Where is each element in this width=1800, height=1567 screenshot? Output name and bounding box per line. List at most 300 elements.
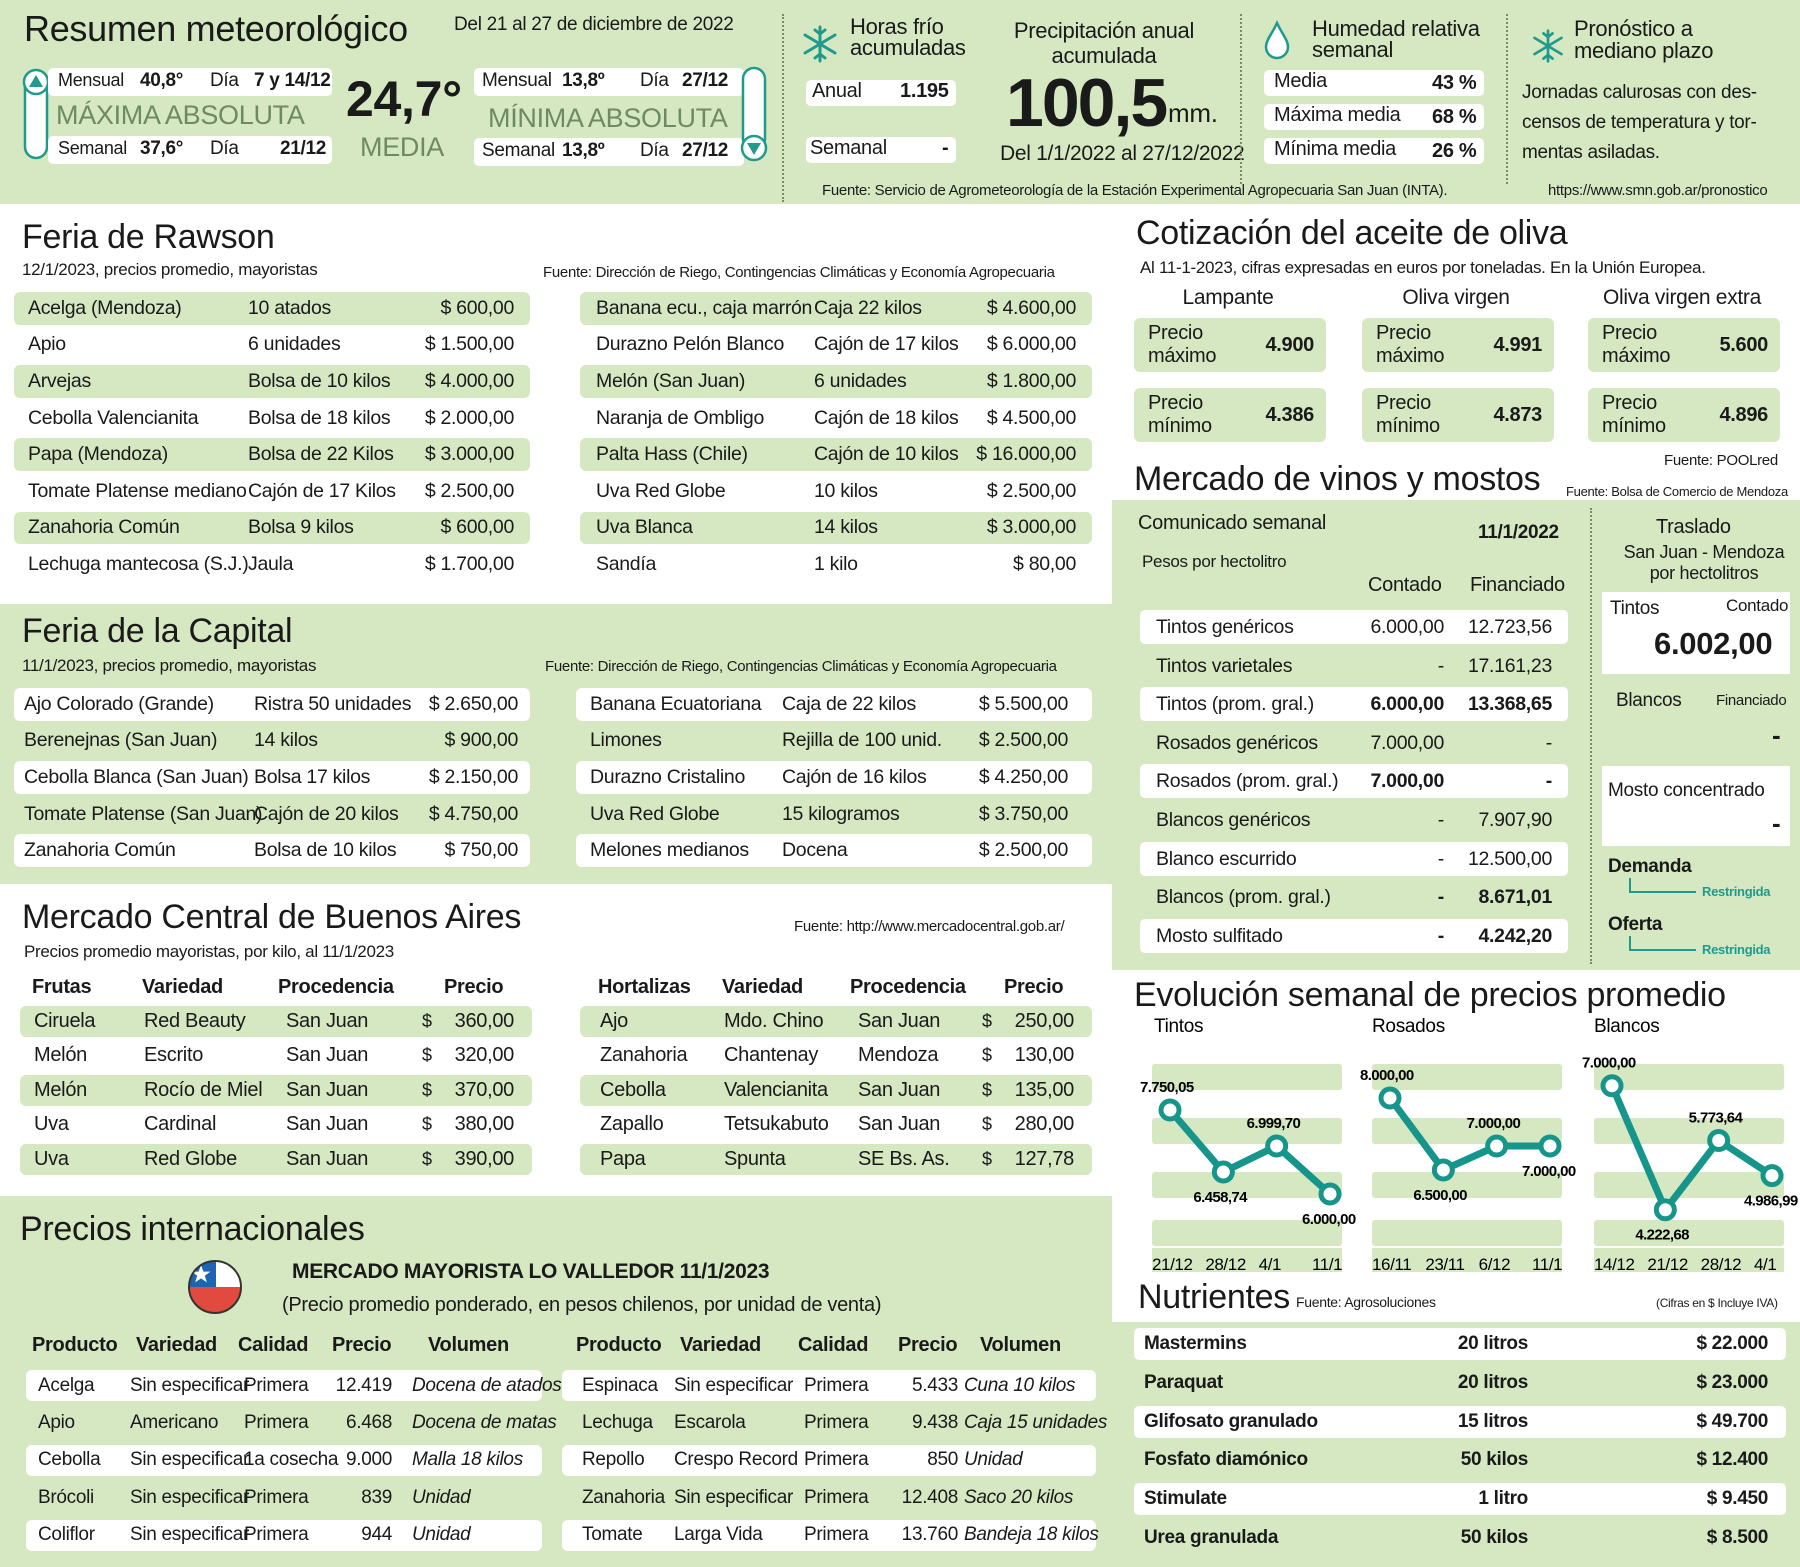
product-volume: Bandeja 18 kilos <box>964 1524 1099 1546</box>
product-name: Uva Red Globe <box>590 802 720 825</box>
product-price: 320,00 <box>454 1044 514 1067</box>
table-row <box>26 1407 557 1438</box>
product-name: Durazno Pelón Blanco <box>596 333 785 356</box>
traslado-oferta-value: Restringida <box>1702 942 1771 957</box>
product-name: Melón <box>34 1078 87 1101</box>
precipitacion-value: 100,5 <box>1006 65 1167 141</box>
currency-symbol: $ <box>982 1148 992 1169</box>
table-row <box>580 365 1092 398</box>
product-name: Zanahoria <box>582 1486 665 1508</box>
product-unit: 10 atados <box>248 296 331 319</box>
tick-label: 28/12 <box>1700 1255 1742 1272</box>
product-price: $ 1.500,00 <box>424 333 514 356</box>
tick-label: 4/1 <box>1258 1255 1282 1272</box>
product-origin: San Juan <box>286 1010 369 1032</box>
vinos-financiado: - <box>1545 731 1552 754</box>
product-price: 839 <box>361 1486 392 1508</box>
product-name: Banana Ecuatoriana <box>590 692 762 715</box>
table-row <box>562 1328 1096 1362</box>
vinos-contado: - <box>1437 654 1444 677</box>
product-origin: San Juan <box>286 1044 369 1067</box>
traslado-title: Traslado <box>1656 516 1731 538</box>
product-name: Apio <box>28 333 66 356</box>
central-table-right <box>580 970 1092 1180</box>
traslado-tintos-value: 6.002,00 <box>1654 626 1773 661</box>
table-row <box>562 1407 1108 1438</box>
column-header: Procedencia <box>850 975 966 998</box>
column-header: Precio <box>898 1333 958 1356</box>
minima-semanal-label: Semanal <box>482 140 555 161</box>
product-price: $ 4.500,00 <box>986 406 1076 429</box>
product-volume: Saco 20 kilos <box>964 1486 1074 1508</box>
product-name: Brócoli <box>38 1486 94 1508</box>
product-unit: Jaula <box>248 552 294 575</box>
table-row <box>562 1445 1096 1476</box>
table-row <box>580 292 1092 325</box>
humedad-label: Máxima media <box>1274 104 1401 126</box>
product-origin: San Juan <box>286 1113 369 1136</box>
table-row <box>14 365 530 398</box>
traslado-mosto-label: Mosto concentrado <box>1608 780 1765 801</box>
nutrientes-title: Nutrientes <box>1138 1278 1290 1316</box>
product-price: $ 3.000,00 <box>424 443 514 466</box>
product-name: Cebolla Valencianita <box>28 406 199 429</box>
product-quality: Primera <box>244 1374 309 1396</box>
product-price: 130,00 <box>1014 1044 1074 1067</box>
gridband <box>1594 1220 1784 1246</box>
precipitacion-period: Del 1/1/2022 al 27/12/2022 <box>1000 142 1245 165</box>
vinos-contado: - <box>1437 847 1444 870</box>
product-name: Lechuga mantecosa (S.J.) <box>28 552 249 575</box>
product-variety: Sin especificar <box>674 1486 794 1508</box>
product-variety: Spunta <box>724 1147 786 1170</box>
divider <box>1506 14 1508 184</box>
product-name: Ciruela <box>34 1010 96 1032</box>
product-name: Uva Blanca <box>596 516 693 539</box>
vinos-financiado: 4.242,20 <box>1478 924 1552 947</box>
horas-frio-title: Horas frío acumuladas <box>850 14 966 60</box>
central-fuente: Fuente: http://www.mercadocentral.gob.ar/ <box>794 918 1065 935</box>
nutriente-price: $ 23.000 <box>1696 1371 1768 1393</box>
product-origin: Mendoza <box>858 1044 939 1067</box>
column-header: Frutas <box>32 975 92 998</box>
vinos-name: Rosados (prom. gral.) <box>1156 770 1339 793</box>
vinos-financiado: 13.368,65 <box>1467 693 1552 716</box>
table-row <box>580 1144 1092 1175</box>
nutriente-unit: 1 litro <box>1478 1488 1528 1510</box>
vinos-financiado: 12.723,56 <box>1467 616 1552 638</box>
table-row <box>580 1109 1092 1140</box>
media-value: 24,7° <box>346 71 462 127</box>
divider <box>1240 14 1242 184</box>
nutriente-price: $ 9.450 <box>1706 1488 1768 1510</box>
product-price: $ 2.500,00 <box>424 479 514 502</box>
vinos-comunicado: Comunicado semanal <box>1138 512 1327 534</box>
currency-symbol: $ <box>982 1114 992 1135</box>
product-name: Apio <box>38 1411 75 1433</box>
table-row <box>562 1482 1096 1513</box>
table-row <box>20 1109 532 1140</box>
nutriente-name: Glifosato granulado <box>1144 1410 1318 1432</box>
product-variety: Escrito <box>144 1044 204 1067</box>
aceite-price-value: 4.900 <box>1265 334 1314 356</box>
table-row <box>562 1520 1099 1551</box>
tick-label: 14/12 <box>1594 1255 1635 1272</box>
maxima-semanal-value: 37,6° <box>140 138 184 159</box>
column-header: Variedad <box>680 1333 761 1356</box>
product-name: Zapallo <box>600 1113 664 1136</box>
maxima-mensual-dia-label: Día <box>210 70 239 91</box>
table-row <box>20 1075 532 1106</box>
product-unit: 6 unidades <box>814 369 907 392</box>
capital-title: Feria de la Capital <box>22 612 293 650</box>
tick-label: 16/11 <box>1372 1255 1412 1272</box>
internacional-table-right <box>562 1328 1108 1558</box>
product-name: Limones <box>590 729 662 752</box>
aceite-price-label: Precio mínimo <box>1602 392 1666 437</box>
table-row <box>576 688 1092 721</box>
data-label: 4.222,68 <box>1635 1226 1689 1244</box>
product-unit: Bolsa 9 kilos <box>248 516 354 539</box>
minima-semanal-dia: 27/12 <box>682 140 729 161</box>
aceite-fuente: Fuente: POOLred <box>1664 452 1778 469</box>
product-name: Zanahoria Común <box>28 516 180 539</box>
column-header: Variedad <box>722 975 803 998</box>
vinos-name: Blancos genéricos <box>1156 809 1311 831</box>
product-price: $ 2.500,00 <box>978 729 1068 752</box>
precipitacion-title: Precipitación anual acumulada <box>1013 18 1195 68</box>
product-name: Papa (Mendoza) <box>28 443 168 466</box>
product-unit: Bolsa 17 kilos <box>254 765 371 788</box>
vinos-name: Mosto sulfitado <box>1156 924 1283 947</box>
column-header: Precio <box>332 1333 392 1356</box>
traslado-blancos-value: - <box>1772 720 1781 750</box>
product-price: $ 5.500,00 <box>978 692 1068 715</box>
vinos-fuente: Fuente: Bolsa de Comercio de Mendoza <box>1566 484 1788 499</box>
table-row <box>580 1075 1092 1106</box>
product-name: Banana ecu., caja marrón <box>596 296 813 319</box>
product-unit: Cajón de 17 kilos <box>814 333 959 356</box>
product-name: Palta Hass (Chile) <box>596 443 748 466</box>
product-name: Durazno Cristalino <box>590 765 745 788</box>
internacional-note: (Precio promedio ponderado, en pesos chilenos, por unidad de venta) <box>282 1294 882 1316</box>
capital-subtitle: 11/1/2023, precios promedio, mayoristas <box>22 656 317 675</box>
table-row <box>14 548 530 581</box>
product-origin: San Juan <box>858 1078 941 1101</box>
product-price: $ 2.150,00 <box>428 765 518 788</box>
aceite-subtitle: Al 11-1-2023, cifras expresadas en euros por toneladas. En la Unión Europea. <box>1140 258 1706 277</box>
gridband <box>1372 1220 1562 1246</box>
nutriente-name: Paraquat <box>1144 1371 1223 1393</box>
table-row <box>580 329 1092 362</box>
chile-flag-icon <box>186 1258 244 1316</box>
table-row <box>14 475 530 508</box>
nutriente-price: $ 22.000 <box>1696 1333 1768 1354</box>
maxima-semanal-label: Semanal <box>58 138 127 158</box>
column-header: Precio <box>1004 975 1064 998</box>
column-header: Hortalizas <box>598 975 691 998</box>
product-unit: Cajón de 20 kilos <box>254 802 399 825</box>
resumen-url[interactable]: https://www.smn.gob.ar/pronostico <box>1548 182 1768 199</box>
table-row <box>580 438 1092 471</box>
product-volume: Unidad <box>964 1449 1023 1471</box>
capital-fuente: Fuente: Dirección de Riego, Contingencias Climáticas y Economía Agropecuaria <box>545 658 1057 675</box>
column-header: Volumen <box>428 1333 509 1356</box>
product-price: $ 3.000,00 <box>986 516 1076 539</box>
product-unit: Ristra 50 unidades <box>254 692 412 715</box>
product-origin: San Juan <box>286 1078 369 1101</box>
product-name: Lechuga <box>582 1411 653 1433</box>
humedad-label: Media <box>1274 70 1327 92</box>
product-name: Uva <box>34 1147 69 1170</box>
minima-mensual-label: Mensual <box>482 70 552 91</box>
humedad-value: 68 % <box>1432 106 1477 128</box>
central-table-left <box>20 970 532 1180</box>
product-volume: Cuna 10 kilos <box>964 1374 1076 1396</box>
product-variety: Tetsukabuto <box>724 1113 829 1136</box>
horas-frio-semanal-label: Semanal <box>810 137 887 159</box>
data-point <box>1321 1185 1339 1203</box>
maxima-mensual-label: Mensual <box>58 70 124 90</box>
product-price: $ 80,00 <box>1013 552 1076 575</box>
table-row <box>14 329 530 362</box>
product-price: 390,00 <box>454 1147 514 1170</box>
nutriente-unit: 20 litros <box>1457 1333 1528 1354</box>
data-label: 7.750,05 <box>1140 1078 1194 1096</box>
product-unit: Cajón de 16 kilos <box>782 765 927 788</box>
water-drop-icon <box>1262 20 1292 60</box>
product-price: $ 900,00 <box>444 729 518 752</box>
vinos-col-financiado: Financiado <box>1470 574 1565 596</box>
vinos-name: Tintos varietales <box>1156 654 1293 677</box>
table-row <box>20 1006 532 1037</box>
demanda-connector <box>1628 878 1698 898</box>
product-variety: Sin especificar <box>674 1374 794 1396</box>
table-row <box>14 292 530 325</box>
product-price: 280,00 <box>1014 1113 1074 1136</box>
product-name: Cebolla <box>38 1449 101 1471</box>
minima-label: MÍNIMA ABSOLUTA <box>488 103 728 133</box>
product-price: 6.468 <box>345 1411 392 1433</box>
data-label: 7.000,00 <box>1466 1115 1521 1132</box>
aceite-price-label: Precio mínimo <box>1148 392 1212 437</box>
product-quality: Primera <box>804 1524 869 1546</box>
product-name: Zanahoria <box>600 1044 688 1067</box>
product-price: $ 4.000,00 <box>424 369 514 392</box>
product-quality: Primera <box>804 1486 869 1508</box>
product-price: 135,00 <box>1014 1078 1074 1101</box>
data-point <box>1434 1161 1452 1179</box>
rawson-title: Feria de Rawson <box>22 218 275 256</box>
product-price: 9.000 <box>345 1449 392 1471</box>
table-row <box>576 798 1092 831</box>
nutrientes-fuente: Fuente: Agrosoluciones <box>1296 1294 1436 1310</box>
product-origin: San Juan <box>286 1147 369 1170</box>
vinos-contado: 7.000,00 <box>1370 731 1444 754</box>
product-name: Acelga <box>38 1374 95 1396</box>
product-unit: Docena <box>782 839 848 862</box>
product-name: Repollo <box>582 1449 645 1471</box>
product-name: Ajo Colorado (Grande) <box>24 692 214 715</box>
data-point <box>1603 1077 1621 1095</box>
traslado-oferta-label: Oferta <box>1608 914 1663 935</box>
nutriente-unit: 15 litros <box>1457 1410 1528 1432</box>
vinos-name: Tintos genéricos <box>1156 616 1294 638</box>
data-point <box>1268 1137 1286 1155</box>
product-variety: Sin especificar <box>130 1524 250 1546</box>
column-header: Precio <box>444 975 504 998</box>
table-row <box>580 970 1092 1004</box>
product-unit: Cajón de 10 kilos <box>814 443 959 466</box>
nutriente-price: $ 12.400 <box>1696 1449 1768 1471</box>
table-row <box>580 475 1092 508</box>
product-price: $ 3.750,00 <box>978 802 1068 825</box>
nutriente-name: Urea granulada <box>1144 1527 1279 1548</box>
table-row <box>14 834 530 867</box>
maxima-semanal-dia: 21/12 <box>280 138 327 159</box>
product-name: Uva Red Globe <box>596 479 726 502</box>
product-name: Papa <box>600 1147 646 1170</box>
internacional-title: Precios internacionales <box>20 1210 365 1248</box>
table-row <box>576 725 1092 758</box>
currency-symbol: $ <box>982 1079 992 1100</box>
product-variety: Rocío de Miel <box>144 1078 263 1101</box>
data-point <box>1541 1137 1559 1155</box>
vinos-financiado: - <box>1545 770 1552 793</box>
data-label: 8.000,00 <box>1360 1067 1414 1084</box>
product-unit: 10 kilos <box>814 479 878 502</box>
minima-semanal-value: 13,8º <box>562 140 605 161</box>
data-point <box>1488 1137 1506 1155</box>
column-header: Volumen <box>980 1333 1061 1356</box>
product-price: $ 16.000,00 <box>976 443 1076 466</box>
table-row <box>14 761 530 794</box>
aceite-price-label: Precio mínimo <box>1376 392 1440 437</box>
traslado-mosto-box <box>1602 766 1790 846</box>
product-name: Tomate <box>582 1524 643 1546</box>
product-price: $ 2.000,00 <box>424 406 514 429</box>
divider <box>1590 508 1592 964</box>
product-variety: Sin especificar <box>130 1374 250 1396</box>
product-origin: SE Bs. As. <box>858 1147 950 1170</box>
vinos-financiado: 8.671,01 <box>1478 886 1552 909</box>
currency-symbol: $ <box>982 1011 992 1031</box>
table-row <box>576 834 1092 867</box>
product-unit: Cajón de 17 Kilos <box>248 479 396 502</box>
vinos-contado: 6.000,00 <box>1370 693 1444 716</box>
product-quality: Primera <box>804 1449 869 1471</box>
column-header: Calidad <box>798 1333 869 1356</box>
product-variety: Cardinal <box>144 1113 217 1136</box>
product-variety: Larga Vida <box>674 1524 763 1546</box>
product-price: 5.433 <box>911 1374 958 1396</box>
data-label: 6.458,74 <box>1193 1188 1247 1206</box>
data-point <box>1710 1131 1728 1149</box>
column-header: Producto <box>576 1333 662 1356</box>
rawson-fuente: Fuente: Dirección de Riego, Contingencias Climáticas y Economía Agropecuaria <box>543 264 1055 281</box>
aceite-price-value: 4.873 <box>1493 404 1542 426</box>
table-row <box>20 1040 532 1071</box>
currency-symbol: $ <box>982 1045 992 1066</box>
vinos-contado: 7.000,00 <box>1370 770 1444 793</box>
product-name: Naranja de Ombligo <box>596 406 765 429</box>
product-price: 13.760 <box>901 1524 958 1546</box>
product-name: Melones medianos <box>590 839 749 862</box>
product-price: 12.408 <box>901 1486 958 1508</box>
product-unit: Caja de 22 kilos <box>782 692 916 715</box>
tick-label: 21/12 <box>1152 1255 1193 1272</box>
vinos-name: Tintos (prom. gral.) <box>1156 693 1314 716</box>
vinos-contado: 6.000,00 <box>1370 616 1444 638</box>
product-quality: Primera <box>244 1524 309 1546</box>
product-unit: 1 kilo <box>814 552 858 575</box>
thermometer-down-icon <box>736 66 772 166</box>
table-row <box>580 402 1092 435</box>
product-quality: 1a cosecha <box>244 1449 339 1471</box>
data-label: 7.000,00 <box>1522 1163 1576 1180</box>
product-unit: 6 unidades <box>248 333 341 356</box>
aceite-price-value: 4.896 <box>1719 404 1768 426</box>
product-price: $ 1.800,00 <box>986 369 1076 392</box>
table-row <box>14 798 530 831</box>
minima-mensual-dia: 27/12 <box>682 70 729 91</box>
product-name: Berenejnas (San Juan) <box>24 729 218 752</box>
product-price: 380,00 <box>454 1113 514 1136</box>
data-label: 6.500,00 <box>1413 1187 1467 1204</box>
pronostico-title: Pronóstico a mediano plazo <box>1574 16 1714 63</box>
aceite-price-label: Precio máximo <box>1148 322 1217 367</box>
currency-symbol: $ <box>422 1148 432 1169</box>
central-title: Mercado Central de Buenos Aires <box>22 898 522 936</box>
product-unit: Bolsa de 22 Kilos <box>248 443 394 466</box>
product-unit: Rejilla de 100 unid. <box>782 729 942 752</box>
product-price: 370,00 <box>454 1078 514 1101</box>
resumen-title: Resumen meteorológico <box>24 8 408 49</box>
product-name: Cebolla <box>600 1078 666 1101</box>
maxima-mensual-value: 40,8° <box>140 70 184 91</box>
table-row <box>14 688 530 721</box>
product-volume: Unidad <box>412 1524 471 1546</box>
tick-label: 28/12 <box>1205 1255 1246 1272</box>
product-variety: Red Beauty <box>144 1010 246 1032</box>
product-unit: Cajón de 18 kilos <box>814 406 959 429</box>
data-label: 5.773,64 <box>1688 1109 1743 1127</box>
product-price: 12.419 <box>335 1374 392 1396</box>
column-header: Procedencia <box>278 975 394 998</box>
chart-title: Rosados <box>1372 1016 1445 1037</box>
vinos-financiado: 17.161,23 <box>1467 654 1552 677</box>
product-name: Melón (San Juan) <box>596 369 746 392</box>
product-unit: Caja 22 kilos <box>814 296 922 319</box>
product-volume: Docena de matas <box>412 1411 557 1433</box>
aceite-price-label: Precio máximo <box>1602 322 1671 367</box>
product-name: Zanahoria Común <box>24 839 176 862</box>
product-volume: Malla 18 kilos <box>412 1449 523 1471</box>
product-quality: Primera <box>804 1374 869 1396</box>
product-name: Acelga (Mendoza) <box>28 296 182 319</box>
table-row <box>20 1144 532 1175</box>
currency-symbol: $ <box>422 1011 432 1031</box>
table-row <box>576 761 1092 794</box>
product-unit: Bolsa de 10 kilos <box>254 839 397 862</box>
product-quality: Primera <box>244 1411 309 1433</box>
product-variety: Chantenay <box>724 1044 819 1067</box>
product-price: $ 600,00 <box>440 516 514 539</box>
table-row <box>26 1370 562 1401</box>
snowflake-icon <box>800 24 840 64</box>
product-price: 944 <box>361 1524 392 1546</box>
nutriente-price: $ 49.700 <box>1696 1410 1768 1432</box>
